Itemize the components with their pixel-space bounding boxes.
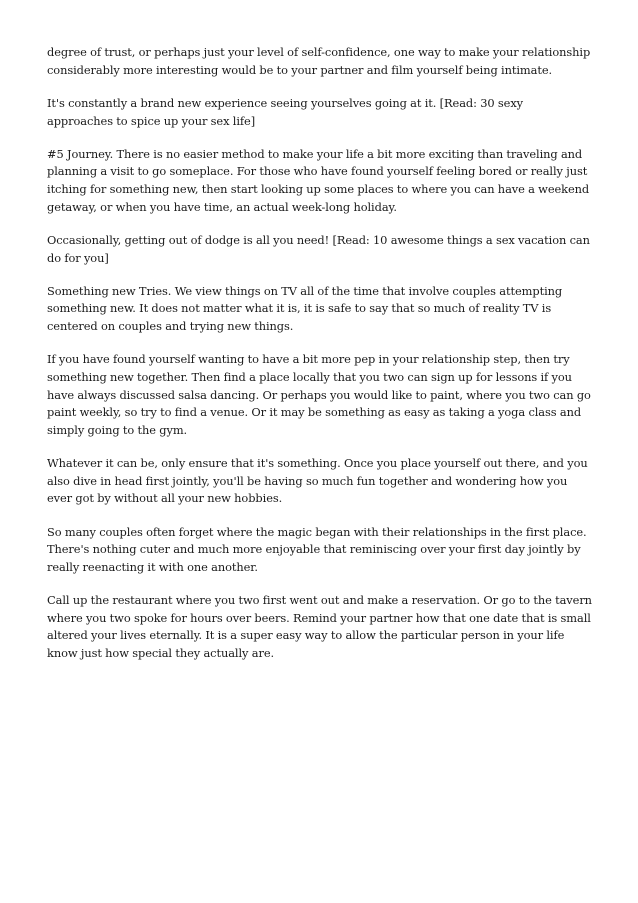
paragraph-1: degree of trust, or perhaps just your level of self-confidence, one way to make your relationship considerably more interesting would be to your partner and film yourself being intimate. [47,45,591,77]
paragraph-5: Something new Tries. We view things on TV all of the time that involve couples attempting something new. It does not matter what it is, it is safe to say that so much of reality TV is centered on couples and trying new things. [47,283,563,333]
paragraph-7: Whatever it can be, only ensure that it's something. Once you place yourself out there, and you also dive in head first jointly, you'll be having so much fun together and wondering how you ever got by without all your new hobbies. [47,456,588,506]
paragraph-4: Occasionally, getting out of dodge is all you need! [Read: 10 awesome things a sex vacation can do for you] [47,232,590,265]
paragraph-3: #5 Journey. There is no easier method to make your life a bit more exciting than traveling and planning a visit to go someplace. For those who have found yourself feeling bored or really just itching for something new, then start looking up some places to where you can have a weekend getaway, or when you have time, an actual week-long holiday. [47,146,590,214]
paragraph-6: If you have found yourself wanting to have a bit more pep in your relationship step, then try something new together. Then find a place locally that you two can sign up for lessons if you have always discussed salsa dancing. Or perhaps you would like to paint, where you two can go paint weekly, so try to find a venue. Or it may be something as easy as taking a yoga class and simply going to the gym. [47,352,591,437]
paragraph-9: Call up the restaurant where you two first went out and make a reservation. Or go to the tavern where you two spoke for hours over beers. Remind your partner how that one date that is small altered your lives eternally. It is a super easy way to allow the particular person in your life know just how special they actually are. [47,593,592,661]
document-page [47,44,592,678]
paragraph-8: So many couples often forget where the magic began with their relationships in the first place. There's nothing cuter and much more enjoyable that reminiscing over your first day jointly by really reenacting it with one another. [47,524,587,574]
paragraph-2: It's constantly a brand new experience seeing yourselves going at it. [Read: 30 sexy approaches to spice up your sex life] [47,95,524,128]
